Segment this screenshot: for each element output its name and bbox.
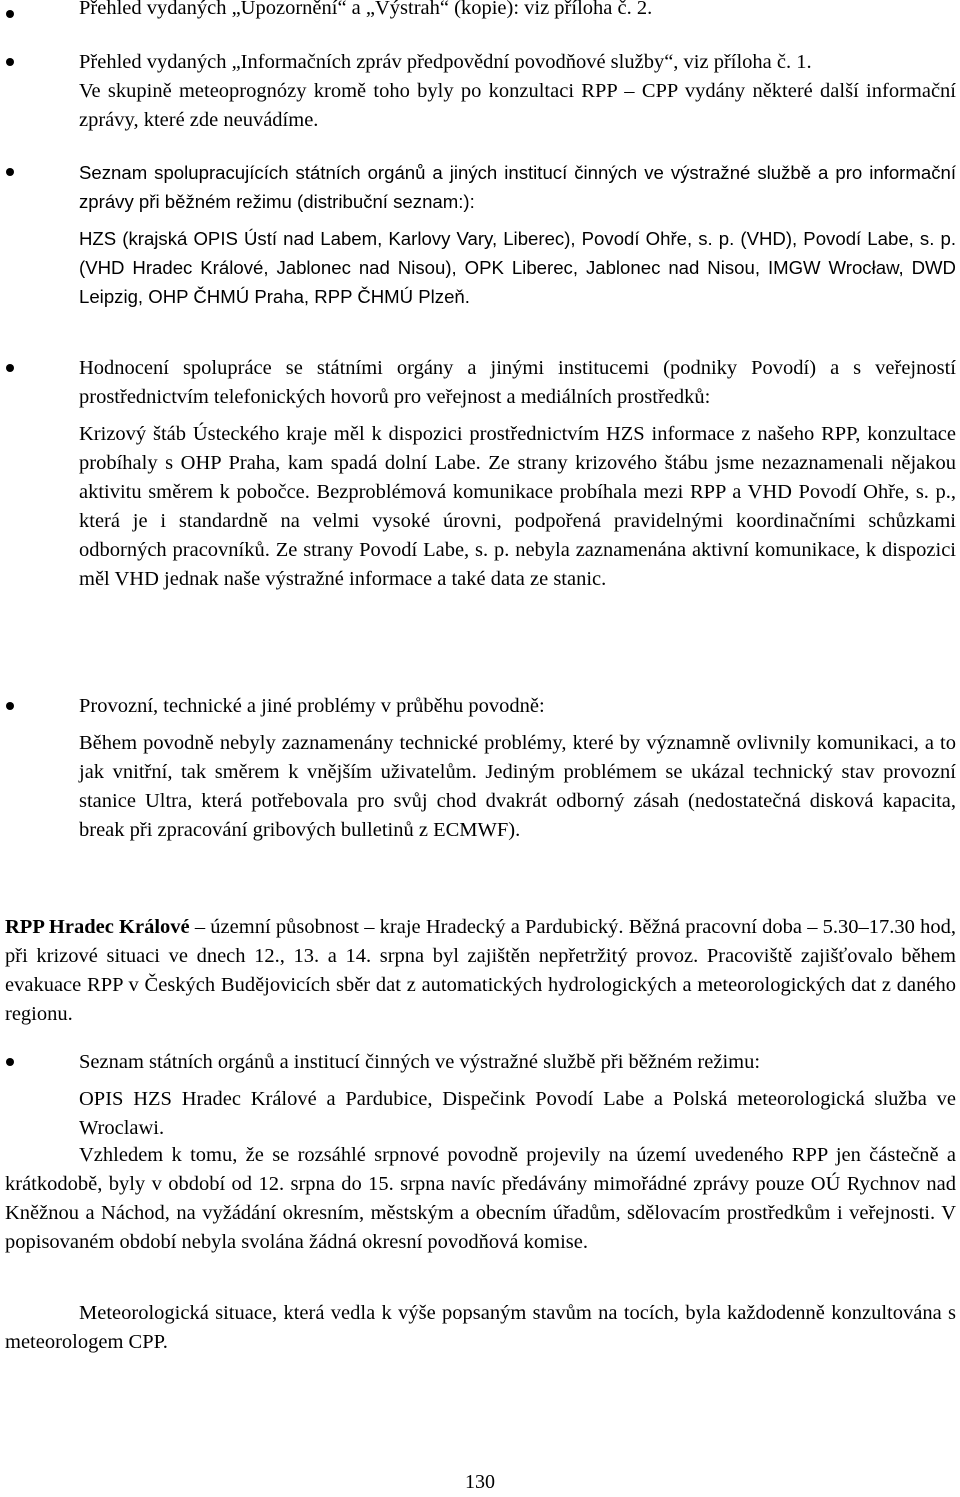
list-item [0,692,960,845]
list-item [0,48,960,135]
list-item [0,158,960,311]
page-number: 130 [465,1471,495,1493]
list-item-text: Krizový štáb Ústeckého kraje měl k dispozici prostřednictvím HZS informace z našeho RPP, konzultace probíhaly s OHP Praha, kam spadá dolní Labe. Ze strany krizového štábu jsme nezaznamenali nějakou aktivitu směrem k pobočce. Bezproblémová komunikace probíhala mezi RPP a VHD Povodí Ohře, s. p., která je i standardně na velmi vysoké úrovni, podpořená pravidelnými koordinačními schůzkami odborných pracovníků. Ze strany Povodí Labe, s. p. nebyla zaznamenána aktivní komunikace, k dispozici měl VHD jednak naše výstražné informace a také data ze stanic. [79,423,956,590]
list-item-text: Provozní, technické a jiné problémy v průběhu povodně: [79,695,545,717]
list-item-text: Přehled vydaných „Informačních zpráv předpovědní povodňové služby“, viz příloha č. 1. [79,51,812,73]
paragraph: Vzhledem k tomu, že se rozsáhlé srpnové povodně projevily na území uvedeného RPP jen částečně a krátkodobě, byly v období od 12. srpna do 15. srpna navíc předávány mimořádné zprávy pouze OÚ Rychnov nad Kněžnou a Náchod, na vyžádání okresním, městským a obecním úřadům, sdělovacím prostředkům i veřejnosti. V popisovaném období nebyla svolána žádná okresní povodňová komise. [5,1144,956,1253]
rpp-name: RPP Hradec Králové [5,916,190,938]
distribution-list: HZS (krajská OPIS Ústí nad Labem, Karlovy Vary, Liberec), Povodí Ohře, s. p. (VHD), Povodí Labe, s. p. (VHD Hradec Králové, Jablonec nad Nisou), OPK Liberec, Jablonec nad Nisou, IMGW Wrocław, DWD Leipzig, OHP ČHMÚ Praha, RPP ČHMÚ Plzeň. [79,228,956,307]
rpp-description: – územní působnost – kraje Hradecký a Pardubický. Běžná pracovní doba – 5.30–17.30 hod, při krizové situaci ve dnech 12., 13. a 14. srpna byl zajištěn nepřetržitý provoz. Pracoviště zajišťovalo během evakuace RPP v Českých Budějovicích sběr dat z automatických hydrologických a meteorologických dat z daného regionu. [5,916,956,1025]
rpp-hradec-kralove-paragraph [5,913,956,1029]
paragraph: Meteorologická situace, která vedla k výše popsaným stavům na tocích, byla každodenně konzultována s meteorologem CPP. [5,1302,956,1353]
list-item [0,0,960,23]
list-item-text: Během povodně nebyly zaznamenány technické problémy, které by významně ovlivnily komunikaci, a to jak vnitřní, tak směrem k vnějším uživatelům. Jediným problémem se ukázal technický stav provozní stanice Ultra, která potřebovala pro svůj chod dvakrát odborný zásah (nedostatečná disková kapacita, break při zpracování gribových bulletinů z ECMWF). [79,732,956,841]
bullet-icon [6,168,14,176]
list-item-text: Seznam spolupracujících státních orgánů a jiných institucí činných ve výstražné službě a pro informační zprávy při běžném režimu (distribuční seznam:): [79,162,956,212]
bullet-icon [6,10,14,18]
list-item-text: OPIS HZS Hradec Králové a Pardubice, Dispečink Povodí Labe a Polská meteorologická služba ve Wroclawi. [79,1088,956,1139]
bullet-icon [6,1058,14,1066]
list-item [0,354,960,594]
list-item-text: Ve skupině meteoprognózy kromě toho byly po konzultaci RPP – CPP vydány některé další informační zprávy, které zde neuvádíme. [79,80,956,131]
list-item-text: Přehled vydaných „Upozornění“ a „Výstrah“ (kopie): viz příloha č. 2. [79,0,653,19]
bullet-icon [6,58,14,66]
list-item [0,1048,960,1143]
bullet-icon [6,364,14,372]
bullet-icon [6,702,14,710]
list-item-text: Hodnocení spolupráce se státními orgány a jinými institucemi (podniky Povodí) a s veřejností prostřednictvím telefonických hovorů pro veřejnost a mediálních prostředků: [79,357,956,408]
list-item-text: Seznam státních orgánů a institucí činných ve výstražné službě při běžném režimu: [79,1051,761,1073]
